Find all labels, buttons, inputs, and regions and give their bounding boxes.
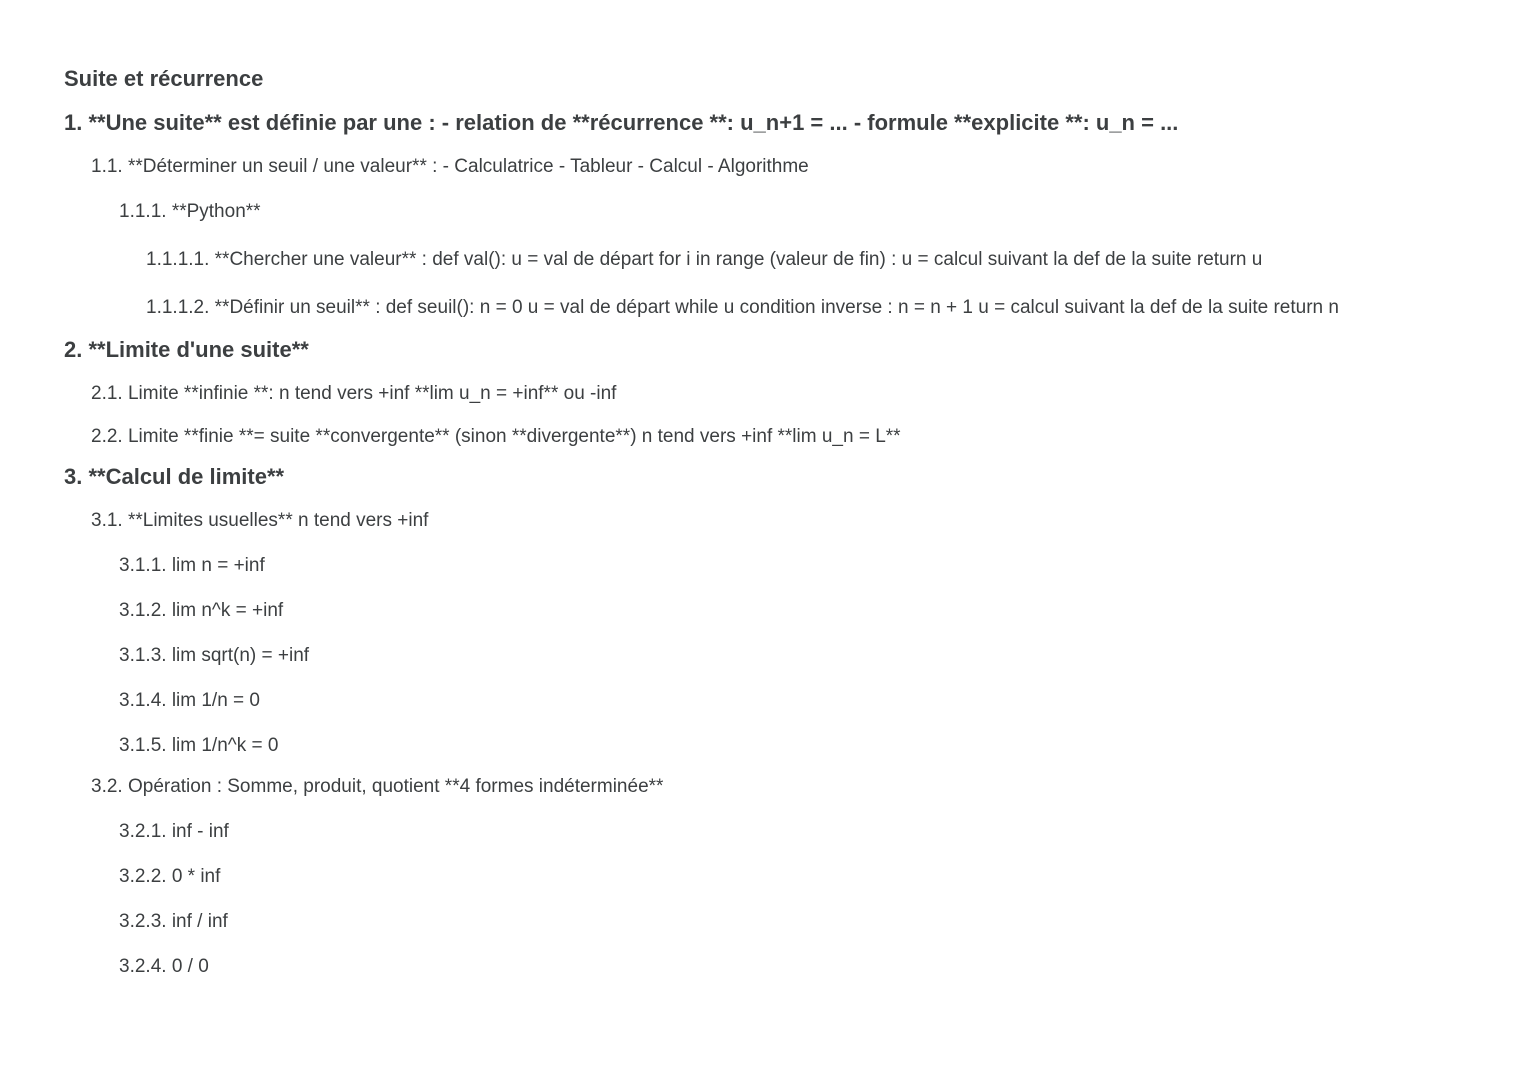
section-1-1-1-item: 1.1.1. **Python**	[119, 201, 261, 222]
section-2-heading: 2. **Limite d'une suite**	[64, 337, 309, 362]
section-2-2-item: 2.2. Limite **finie **= suite **convergente** (sinon **divergente**) n tend vers +inf **lim u_n = L**	[91, 426, 901, 447]
section-3-2-2-item: 3.2.2. 0 * inf	[119, 866, 221, 887]
section-3-2-1-item: 3.2.1. inf - inf	[119, 821, 229, 842]
section-1-1-1-2-item: 1.1.1.2. **Définir un seuil** : def seuil(): n = 0 u = val de départ while u condition inverse : n = n + 1 u = calcul suivant la def de la suite return n	[146, 297, 1339, 318]
document-title: Suite et récurrence	[64, 66, 264, 91]
section-1-1-1-1-item: 1.1.1.1. **Chercher une valeur** : def val(): u = val de départ for i in range (valeur de fin) : u = calcul suivant la def de la suite return u	[146, 249, 1263, 270]
section-3-1-3-item: 3.1.3. lim sqrt(n) = +inf	[119, 645, 310, 666]
section-3-1-4-item: 3.1.4. lim 1/n = 0	[119, 690, 260, 711]
section-3-1-5-item: 3.1.5. lim 1/n^k = 0	[119, 735, 279, 756]
section-3-1-item: 3.1. **Limites usuelles** n tend vers +inf	[91, 510, 429, 531]
section-3-1-1-item: 3.1.1. lim n = +inf	[119, 555, 265, 576]
section-1-1-item: 1.1. **Déterminer un seuil / une valeur** : - Calculatrice - Tableur - Calcul - Algorithme	[91, 156, 809, 177]
section-2-1-item: 2.1. Limite **infinie **: n tend vers +inf **lim u_n = +inf** ou -inf	[91, 383, 617, 404]
section-3-heading: 3. **Calcul de limite**	[64, 464, 285, 489]
section-3-2-item: 3.2. Opération : Somme, produit, quotient **4 formes indéterminée**	[91, 776, 664, 797]
section-3-2-4-item: 3.2.4. 0 / 0	[119, 956, 209, 977]
section-3-1-2-item: 3.1.2. lim n^k = +inf	[119, 600, 284, 621]
section-3-2-3-item: 3.2.3. inf / inf	[119, 911, 228, 932]
section-1-heading: 1. **Une suite** est définie par une : - relation de **récurrence **: u_n+1 = ... - formule **explicite **: u_n = ...	[64, 110, 1179, 135]
